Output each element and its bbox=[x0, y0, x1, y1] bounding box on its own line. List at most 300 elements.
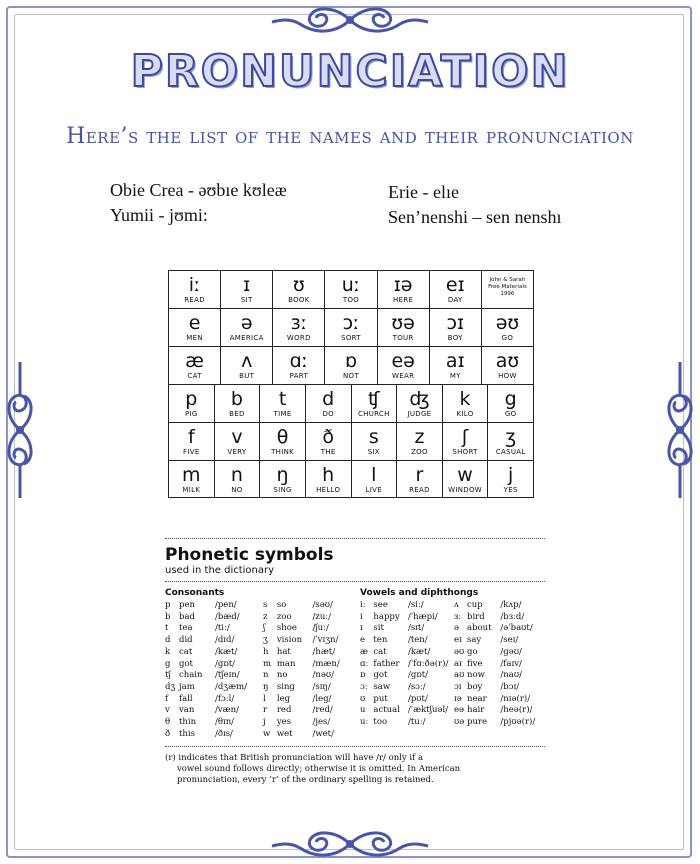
example-word: zoo bbox=[276, 611, 292, 622]
transcription: /fɔːl/ bbox=[215, 693, 235, 704]
phonetic-entry bbox=[360, 682, 454, 694]
phoneme-cell bbox=[324, 308, 376, 346]
example-word: now bbox=[467, 670, 485, 681]
phonetic-entry bbox=[165, 682, 263, 694]
phoneme-example-word: TIME bbox=[273, 410, 292, 418]
phoneme-symbol: aʊ bbox=[495, 350, 520, 372]
phoneme-cell bbox=[305, 384, 351, 422]
phonetic-symbol: dʒ bbox=[165, 681, 176, 692]
phoneme-symbol: ɔɪ bbox=[446, 312, 465, 334]
phonetic-entry bbox=[165, 612, 263, 624]
phoneme-symbol: m bbox=[182, 464, 201, 486]
phoneme-example-word: HERE bbox=[393, 296, 414, 304]
note-line: pronunciation, every ‘r’ of the ordinary spelling is retained. bbox=[177, 775, 434, 786]
example-word: too bbox=[373, 717, 388, 728]
phonetic-entry bbox=[360, 670, 454, 682]
phoneme-example-word: WEAR bbox=[392, 372, 415, 380]
phonetic-symbol: ʃ bbox=[263, 623, 266, 634]
phoneme-example-word: FIVE bbox=[183, 448, 200, 456]
phonetic-entry bbox=[360, 647, 454, 659]
transcription: /sɪt/ bbox=[407, 623, 425, 634]
phonetic-symbol: ɑː bbox=[360, 658, 369, 669]
name-entry: Yumii - jʊmi: bbox=[110, 205, 208, 225]
phonetic-entry bbox=[165, 694, 263, 706]
transcription: /dʒæm/ bbox=[215, 681, 248, 692]
phoneme-example-word: THINK bbox=[271, 448, 295, 456]
phoneme-symbol: uː bbox=[341, 274, 361, 296]
consonants-list-a bbox=[165, 600, 263, 740]
phoneme-example-word: READ bbox=[409, 486, 430, 494]
example-word: actual bbox=[373, 705, 400, 716]
note-line: vowel sound follows directly; otherwise it is omitted. In American bbox=[177, 764, 461, 775]
example-word: five bbox=[467, 658, 483, 669]
phonetic-entry bbox=[263, 729, 360, 741]
phoneme-row bbox=[168, 422, 534, 460]
phoneme-example-word: JUDGE bbox=[407, 410, 432, 418]
example-word: yes bbox=[276, 717, 292, 728]
example-word: red bbox=[276, 705, 292, 716]
transcription: /leg/ bbox=[312, 693, 332, 704]
example-word: this bbox=[179, 728, 195, 739]
example-word: sing bbox=[276, 681, 295, 692]
phonetic-symbol: eɪ bbox=[454, 635, 462, 646]
phoneme-example-word: BED bbox=[229, 410, 245, 418]
divider bbox=[165, 581, 545, 582]
phoneme-example-word: BOY bbox=[447, 334, 463, 342]
phoneme-cell bbox=[214, 384, 260, 422]
phonetic-entry bbox=[263, 705, 360, 717]
phonetic-entry bbox=[263, 635, 360, 647]
phoneme-cell bbox=[429, 308, 481, 346]
phoneme-example-word: DO bbox=[322, 410, 334, 418]
transcription: /gɒt/ bbox=[407, 670, 428, 681]
phoneme-symbol: ʊə bbox=[391, 312, 415, 334]
phonetic-symbol: uː bbox=[360, 717, 369, 728]
phoneme-example-word: PART bbox=[289, 372, 309, 380]
phoneme-symbol: b bbox=[230, 388, 243, 410]
phoneme-cell bbox=[351, 460, 397, 498]
phonetic-entry bbox=[165, 647, 263, 659]
phonetic-entry bbox=[263, 682, 360, 694]
example-word: did bbox=[179, 635, 193, 646]
example-word: no bbox=[276, 670, 288, 681]
example-word: cup bbox=[467, 600, 483, 610]
phonetic-entry bbox=[454, 635, 545, 647]
transcription: /pʊt/ bbox=[407, 693, 428, 704]
transcription: /səʊ/ bbox=[312, 600, 333, 610]
vowels-list-a bbox=[360, 600, 454, 729]
phoneme-example-word: YES bbox=[503, 486, 518, 494]
phoneme-cell bbox=[487, 460, 534, 498]
phoneme-cell bbox=[481, 308, 534, 346]
example-word: bad bbox=[179, 611, 195, 622]
transcription: /kæt/ bbox=[407, 646, 431, 657]
phoneme-example-word: BOOK bbox=[288, 296, 310, 304]
name-entry: Obie Crea - əʊbıe kʊleæ bbox=[110, 180, 287, 200]
phoneme-example-word: NO bbox=[231, 486, 243, 494]
phoneme-example-word: BUT bbox=[239, 372, 255, 380]
phoneme-cell bbox=[305, 422, 351, 460]
phoneme-cell bbox=[168, 270, 220, 308]
transcription: /θɪn/ bbox=[215, 717, 235, 728]
phoneme-example-word: THE bbox=[320, 448, 336, 456]
phoneme-example-word: LIVE bbox=[365, 486, 382, 494]
top-flourish-ornament bbox=[270, 2, 430, 38]
phonetic-entry bbox=[454, 647, 545, 659]
example-word: fall bbox=[179, 693, 193, 704]
example-word: chain bbox=[179, 670, 203, 681]
phonetic-symbols-subtitle: used in the dictionary bbox=[165, 565, 275, 576]
transcription: /red/ bbox=[312, 705, 333, 716]
phonetic-entry bbox=[360, 717, 454, 729]
vowels-section bbox=[360, 586, 545, 740]
phoneme-cell bbox=[214, 460, 260, 498]
phonetic-symbol: aʊ bbox=[454, 670, 465, 681]
bottom-flourish-ornament bbox=[270, 826, 430, 862]
phonetic-entry bbox=[454, 717, 545, 729]
phonetic-symbol: g bbox=[165, 658, 171, 669]
phonetic-symbols-title: Phonetic symbols bbox=[165, 545, 334, 565]
phonetic-entry bbox=[360, 600, 454, 612]
phonetic-symbol: ə bbox=[454, 623, 460, 634]
transcription: /hæt/ bbox=[312, 646, 336, 657]
phonetic-entry bbox=[454, 705, 545, 717]
phoneme-row bbox=[168, 346, 534, 384]
phoneme-cell bbox=[220, 270, 272, 308]
phoneme-cell bbox=[259, 422, 305, 460]
phonetic-symbol: u bbox=[360, 705, 366, 716]
phoneme-cell bbox=[351, 422, 397, 460]
phoneme-symbol: æ bbox=[185, 350, 204, 372]
example-word: tea bbox=[179, 623, 193, 634]
phoneme-cell bbox=[481, 346, 534, 384]
transcription: /tiː/ bbox=[215, 623, 230, 634]
phoneme-example-word: SING bbox=[273, 486, 292, 494]
phonetic-symbol: eə bbox=[454, 705, 465, 716]
example-word: thin bbox=[179, 717, 197, 728]
phoneme-symbol: ɔː bbox=[342, 312, 360, 334]
example-word: go bbox=[467, 646, 478, 657]
phoneme-symbol: s bbox=[368, 426, 379, 448]
phonetic-symbol: ɔɪ bbox=[454, 681, 462, 692]
transcription: /bɜːd/ bbox=[500, 611, 525, 622]
transcription: /tuː/ bbox=[407, 717, 426, 728]
phonetic-entry bbox=[360, 694, 454, 706]
transcription: /kʌp/ bbox=[500, 600, 522, 610]
phonetic-symbol: ɔː bbox=[360, 681, 368, 692]
phonetic-entry bbox=[263, 670, 360, 682]
phonetic-symbol: w bbox=[263, 728, 271, 739]
phonetic-symbol: k bbox=[165, 646, 171, 657]
phonetic-entry bbox=[360, 612, 454, 624]
phoneme-row bbox=[168, 460, 534, 498]
example-word: leg bbox=[276, 693, 291, 704]
phonetic-symbol: tʃ bbox=[165, 670, 171, 681]
example-word: sit bbox=[373, 623, 384, 634]
example-word: wet bbox=[276, 728, 293, 739]
phoneme-example-word: HELLO bbox=[316, 486, 341, 494]
note-line: (r) indicates that British pronunciation will have /r/ only if a bbox=[165, 753, 424, 764]
example-word: got bbox=[373, 670, 388, 681]
phonetic-symbol: b bbox=[165, 611, 171, 622]
phoneme-example-word: KILO bbox=[456, 410, 474, 418]
phoneme-cell bbox=[272, 270, 324, 308]
transcription: /ˈhæpi/ bbox=[407, 611, 438, 622]
phoneme-row bbox=[168, 270, 534, 308]
phonetic-symbol: əʊ bbox=[454, 646, 465, 657]
phonetic-entry bbox=[263, 717, 360, 729]
phoneme-symbol: n bbox=[230, 464, 243, 486]
transcription: /bɔɪ/ bbox=[500, 681, 520, 692]
phonetic-symbol: z bbox=[263, 611, 268, 622]
phoneme-example-word: MY bbox=[449, 372, 461, 380]
page-title-text: PRONUNCIATION bbox=[130, 46, 570, 97]
transcription: /bæd/ bbox=[215, 611, 240, 622]
phoneme-symbol: ʊ bbox=[292, 274, 305, 296]
example-word: pen bbox=[179, 600, 195, 610]
phonetic-symbol: ɜː bbox=[454, 611, 462, 622]
phonetic-entry bbox=[263, 694, 360, 706]
phonetic-entry bbox=[454, 682, 545, 694]
page-title bbox=[0, 46, 700, 97]
example-word: van bbox=[179, 705, 195, 716]
phonetic-symbol: n bbox=[263, 670, 269, 681]
transcription: /naʊ/ bbox=[500, 670, 522, 681]
phoneme-symbol: eə bbox=[391, 350, 415, 372]
phonetic-entry bbox=[165, 623, 263, 635]
transcription: /sɪŋ/ bbox=[312, 681, 331, 692]
phoneme-cell bbox=[396, 460, 442, 498]
phoneme-cell bbox=[396, 384, 442, 422]
phoneme-example-word: SIT bbox=[240, 296, 253, 304]
phoneme-symbol: aɪ bbox=[445, 350, 465, 372]
transcription: /ˈvɪʒn/ bbox=[312, 635, 339, 646]
phoneme-example-word: AMERICA bbox=[229, 334, 264, 342]
left-flourish-ornament bbox=[0, 360, 40, 500]
transcription: /seɪ/ bbox=[500, 635, 519, 646]
right-flourish-ornament bbox=[660, 360, 700, 500]
phonetic-symbol: ʒ bbox=[263, 635, 268, 646]
phoneme-example-word: SORT bbox=[341, 334, 361, 342]
phonetic-entry bbox=[165, 659, 263, 671]
example-word: father bbox=[373, 658, 400, 669]
chart-credit-line: Free Materials bbox=[488, 284, 527, 290]
transcription: /nɪə(r)/ bbox=[500, 693, 531, 704]
phoneme-cell bbox=[442, 460, 488, 498]
phoneme-cell bbox=[220, 308, 272, 346]
phoneme-cell bbox=[442, 384, 488, 422]
phoneme-cell bbox=[168, 384, 214, 422]
phoneme-symbol: ɑː bbox=[289, 350, 309, 372]
example-word: near bbox=[467, 693, 487, 704]
example-word: cat bbox=[373, 646, 387, 657]
transcription: /sɔː/ bbox=[407, 681, 426, 692]
phoneme-example-word: DAY bbox=[447, 296, 463, 304]
phonetic-symbol: ɪə bbox=[454, 693, 462, 704]
phoneme-symbol: p bbox=[185, 388, 198, 410]
example-word: say bbox=[467, 635, 482, 646]
phoneme-cell bbox=[259, 384, 305, 422]
phoneme-cell bbox=[377, 270, 429, 308]
phonetic-symbol: ʌ bbox=[454, 600, 459, 610]
phonetic-entry bbox=[454, 612, 545, 624]
phonetic-entry bbox=[165, 600, 263, 612]
phoneme-example-word: READ bbox=[184, 296, 205, 304]
transcription: /gəʊ/ bbox=[500, 646, 522, 657]
phoneme-cell bbox=[168, 460, 214, 498]
consonants-section bbox=[165, 586, 360, 740]
phonetic-entry bbox=[263, 600, 360, 612]
phoneme-row bbox=[168, 308, 534, 346]
phoneme-example-word: GO bbox=[501, 334, 514, 342]
phoneme-cell bbox=[220, 346, 272, 384]
example-word: hat bbox=[276, 646, 291, 657]
phoneme-cell bbox=[429, 346, 481, 384]
phoneme-cell bbox=[377, 308, 429, 346]
example-word: boy bbox=[467, 681, 483, 692]
phonetic-symbol: l bbox=[263, 693, 266, 704]
phonetic-symbol: ʊ bbox=[360, 693, 366, 704]
phoneme-symbol: v bbox=[231, 426, 243, 448]
transcription: /wet/ bbox=[312, 728, 334, 739]
phoneme-symbol: ɪə bbox=[393, 274, 413, 296]
phonetic-symbol: h bbox=[263, 646, 269, 657]
phoneme-example-word: NOT bbox=[343, 372, 359, 380]
divider bbox=[165, 538, 545, 539]
phonetic-entry bbox=[454, 694, 545, 706]
phoneme-example-word: SIX bbox=[367, 448, 380, 456]
phoneme-cell bbox=[442, 422, 488, 460]
phoneme-symbol: ŋ bbox=[276, 464, 289, 486]
phoneme-symbol: ɜː bbox=[290, 312, 308, 334]
phonetic-entry bbox=[360, 623, 454, 635]
vowels-list-b bbox=[454, 600, 545, 729]
transcription: /ʃuː/ bbox=[312, 623, 329, 634]
phonetic-entry bbox=[165, 670, 263, 682]
phonetic-entry bbox=[263, 612, 360, 624]
phoneme-example-word: CHURCH bbox=[357, 410, 390, 418]
phoneme-cell bbox=[168, 308, 220, 346]
phoneme-cell bbox=[305, 460, 351, 498]
consonants-list-b bbox=[263, 600, 360, 740]
example-word: hair bbox=[467, 705, 485, 716]
phoneme-symbol: ð bbox=[322, 426, 334, 448]
transcription: /tʃeɪn/ bbox=[215, 670, 240, 681]
phonetic-entry bbox=[454, 659, 545, 671]
example-word: about bbox=[467, 623, 492, 634]
transcription: /ten/ bbox=[407, 635, 428, 646]
names-left-column bbox=[110, 178, 287, 228]
phoneme-symbol: ʧ bbox=[368, 388, 380, 410]
example-word: man bbox=[276, 658, 296, 669]
transcription: /gɒt/ bbox=[215, 658, 236, 669]
phoneme-symbol: k bbox=[459, 388, 471, 410]
transcription: /pen/ bbox=[215, 600, 237, 610]
phoneme-cell bbox=[377, 346, 429, 384]
phonetic-symbol: e bbox=[360, 635, 366, 646]
phonetic-symbols-panel bbox=[165, 538, 545, 786]
phoneme-cell bbox=[272, 308, 324, 346]
phonetic-entry bbox=[165, 705, 263, 717]
phonetic-symbol: t bbox=[165, 623, 169, 634]
phonetic-symbol: m bbox=[263, 658, 272, 669]
example-word: got bbox=[179, 658, 193, 669]
phonetic-symbol: r bbox=[263, 705, 268, 716]
phoneme-cell bbox=[487, 384, 534, 422]
phoneme-example-word: MEN bbox=[186, 334, 203, 342]
phonetic-entry bbox=[454, 623, 545, 635]
phoneme-cell bbox=[214, 422, 260, 460]
phoneme-symbol: ʃ bbox=[461, 426, 469, 448]
name-entry: Sen’nenshi – sen nenshı bbox=[388, 207, 562, 227]
transcription: /mæn/ bbox=[312, 658, 340, 669]
phoneme-chart bbox=[168, 270, 534, 498]
pronunciation-note bbox=[165, 753, 545, 786]
transcription: /faɪv/ bbox=[500, 658, 522, 669]
phoneme-row bbox=[168, 384, 534, 422]
transcription: /ˈfɑːðə(r)/ bbox=[407, 658, 449, 669]
phoneme-example-word: CASUAL bbox=[495, 448, 526, 456]
chart-credit-line: John & Sarah bbox=[489, 277, 526, 283]
phoneme-cell bbox=[351, 384, 397, 422]
consonants-heading: Consonants bbox=[165, 588, 225, 598]
phoneme-symbol: t bbox=[278, 388, 287, 410]
phoneme-cell bbox=[259, 460, 305, 498]
transcription: /ˈæktʃuəl/ bbox=[407, 705, 449, 716]
phonetic-symbol: s bbox=[263, 600, 268, 610]
transcription: /ðɪs/ bbox=[215, 728, 233, 739]
example-word: saw bbox=[373, 681, 391, 692]
chart-credit-line: 1996 bbox=[500, 291, 515, 297]
phoneme-symbol: θ bbox=[276, 426, 289, 448]
phoneme-symbol: j bbox=[508, 464, 514, 486]
phoneme-example-word: WINDOW bbox=[448, 486, 482, 494]
phonetic-symbol: aɪ bbox=[454, 658, 462, 669]
phonetic-entry bbox=[263, 623, 360, 635]
phoneme-cell bbox=[396, 422, 442, 460]
phonetic-symbol: ɒ bbox=[360, 670, 366, 681]
example-word: pure bbox=[467, 717, 488, 728]
phoneme-symbol: ʤ bbox=[409, 388, 430, 410]
transcription: /heə(r)/ bbox=[500, 705, 533, 716]
phonetic-entry bbox=[360, 659, 454, 671]
phoneme-symbol: z bbox=[414, 426, 425, 448]
phonetic-symbol: i bbox=[360, 611, 363, 622]
phoneme-cell bbox=[168, 422, 214, 460]
phoneme-cell bbox=[487, 422, 534, 460]
phonetic-symbol: iː bbox=[360, 600, 366, 610]
phonetic-entry bbox=[360, 705, 454, 717]
phoneme-example-word: WORD bbox=[286, 334, 311, 342]
phonetic-entry bbox=[360, 635, 454, 647]
phonetic-symbol: ɪ bbox=[360, 623, 363, 634]
example-word: put bbox=[373, 693, 388, 704]
phonetic-entry bbox=[454, 670, 545, 682]
phoneme-example-word: VERY bbox=[227, 448, 247, 456]
transcription: /nəʊ/ bbox=[312, 670, 334, 681]
phonetic-symbol: θ bbox=[165, 717, 171, 728]
phoneme-cell bbox=[429, 270, 481, 308]
phoneme-example-word: TOO bbox=[342, 296, 360, 304]
chart-credit bbox=[481, 270, 534, 308]
name-entry: Erie - elıe bbox=[388, 182, 459, 202]
transcription: /kæt/ bbox=[215, 646, 238, 657]
phoneme-example-word: MILK bbox=[182, 486, 201, 494]
phoneme-symbol: eɪ bbox=[445, 274, 465, 296]
phoneme-example-word: TOUR bbox=[392, 334, 414, 342]
phoneme-cell bbox=[272, 346, 324, 384]
phoneme-symbol: h bbox=[322, 464, 335, 486]
